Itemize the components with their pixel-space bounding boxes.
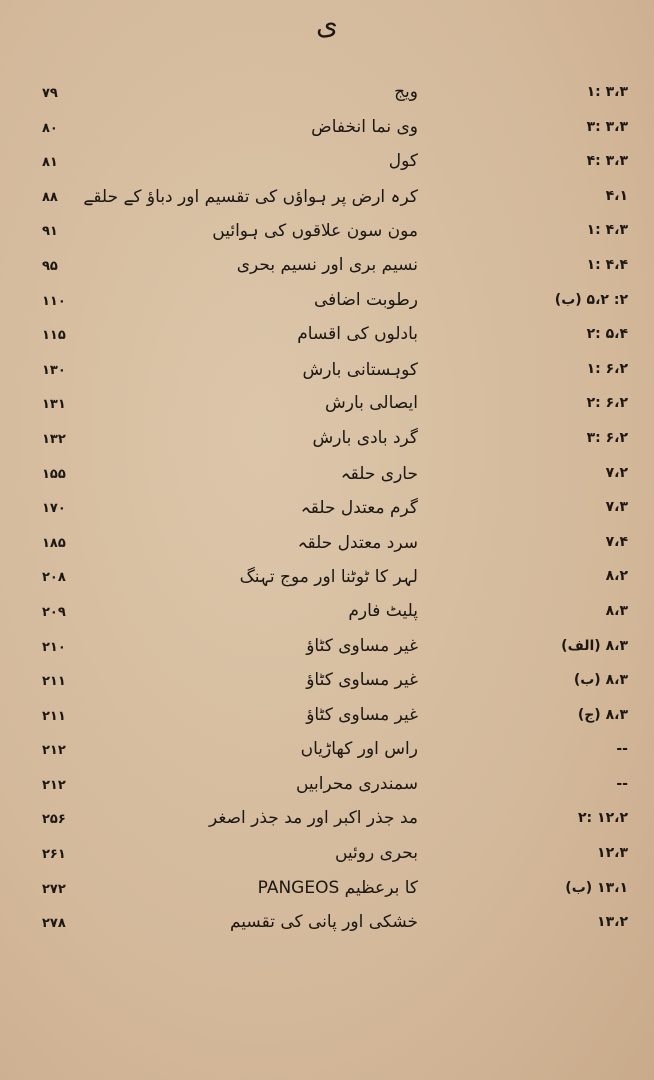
section-number: ۸،۳: [605, 602, 628, 619]
entry-title: غیر مساوی کٹاؤ: [306, 635, 418, 656]
table-of-contents: [28, 82, 628, 947]
entry-title: لہر کا ٹوٹنا اور موج تہنگ: [239, 567, 418, 588]
page-number: ۲۱۲: [42, 743, 66, 759]
page-number: ۱۳۱: [42, 397, 66, 413]
entry-title: گرم معتدل حلقہ: [300, 498, 418, 519]
section-number: ۱: ۶،۲: [586, 360, 628, 377]
entry-title: کرہ ارض پر ہواؤں کی تقسیم اور دباؤ کے حلقے: [83, 186, 418, 207]
section-number: ۸،۳ (ب): [573, 672, 628, 689]
entry-title: گرد بادی بارش: [312, 427, 418, 448]
section-number: ۷،۴: [605, 533, 628, 550]
section-number: ۲: ۱۲،۲: [578, 810, 628, 827]
toc-row: [28, 220, 628, 255]
page-number: ۹۵: [42, 258, 58, 274]
entry-title: حاری حلقہ: [340, 463, 418, 484]
entry-title: ایصالی بارش: [324, 393, 418, 414]
section-number: --: [616, 775, 628, 792]
section-number: ۸،۳ (الف): [561, 637, 628, 654]
section-number: ۱۳،۲: [597, 914, 628, 931]
section-number: ۲: ۶،۲: [586, 395, 628, 412]
entry-title: غیر مساوی کٹاؤ: [306, 704, 418, 725]
entry-title: کول: [388, 151, 418, 172]
page-number: ۱۳۰: [42, 362, 66, 378]
section-number: ۴: ۳،۳: [586, 153, 628, 170]
entry-title: خشکی اور پانی کی تقسیم: [229, 912, 418, 933]
entry-title: راس اور کھاڑیاں: [300, 739, 418, 760]
section-number: ۱: ۴،۳: [586, 222, 628, 239]
toc-row: [28, 290, 628, 325]
page-number: ۲۰۹: [42, 604, 66, 620]
entry-title: سرد معتدل حلقہ: [297, 532, 418, 553]
section-number: ۱: ۴،۴: [586, 256, 628, 273]
page-number: ۱۳۲: [42, 431, 66, 447]
section-number: ۱۳،۱ (ب): [565, 879, 628, 896]
toc-row: [28, 912, 628, 947]
section-number: ۸،۲: [605, 568, 628, 585]
toc-row: [28, 636, 628, 671]
page-number: ۲۵۶: [42, 812, 66, 828]
toc-row: [28, 186, 628, 221]
toc-row: [28, 393, 628, 428]
toc-row: [28, 82, 628, 117]
entry-title: پلیٹ فارم: [348, 600, 418, 621]
page-number: ۸۸: [42, 189, 58, 205]
entry-title: PANGEOS کا برعظیم: [257, 877, 418, 898]
toc-row: [28, 428, 628, 463]
entry-title: رطوبت اضافی: [314, 289, 418, 310]
page-number: ۸۱: [42, 155, 58, 171]
section-number: ۳: ۶،۲: [586, 429, 628, 446]
entry-title: بحری روئیں: [334, 843, 418, 864]
entry-title: نسیم بری اور نسیم بحری: [236, 254, 418, 275]
page-number: ۲۶۱: [42, 847, 66, 863]
page-number: ۷۹: [42, 86, 58, 101]
page-number: ۲۱۰: [42, 639, 66, 655]
page-number: ۱۸۵: [42, 535, 66, 551]
section-number: ۲: ۵،۲ (ب): [554, 291, 628, 308]
toc-row: [28, 670, 628, 705]
toc-row: [28, 843, 628, 878]
section-number: ۱: ۳،۳: [586, 84, 628, 100]
page-number: ۲۰۸: [42, 570, 66, 586]
toc-row: [28, 324, 628, 359]
toc-row: [28, 359, 628, 394]
page-number: ۲۱۱: [42, 674, 66, 690]
toc-row: [28, 808, 628, 843]
toc-row: [28, 739, 628, 774]
page-number: ۲۱۲: [42, 777, 66, 793]
page-letter: ی: [316, 8, 338, 41]
section-number: ۴،۱: [605, 187, 628, 204]
section-number: ۲: ۵،۴: [586, 326, 628, 343]
toc-row: [28, 255, 628, 290]
entry-title: مد جذر اکبر اور مد جذر اصغر: [209, 808, 418, 829]
toc-row: [28, 497, 628, 532]
entry-title: ویج: [394, 82, 418, 102]
entry-title: وی نما انخفاض: [311, 116, 418, 137]
toc-row: [28, 774, 628, 809]
toc-row: [28, 463, 628, 498]
section-number: ۳: ۳،۳: [586, 118, 628, 135]
page-number: ۲۷۲: [42, 881, 66, 897]
toc-row: [28, 601, 628, 636]
section-number: ۷،۲: [605, 464, 628, 481]
toc-row: [28, 532, 628, 567]
page-number: ۱۵۵: [42, 466, 66, 482]
section-number: ۱۲،۳: [597, 845, 628, 862]
entry-title: کوہستانی بارش: [302, 359, 418, 380]
page-number: ۲۱۱: [42, 708, 66, 724]
toc-row: [28, 566, 628, 601]
page-number: ۲۷۸: [42, 916, 66, 932]
page-number: ۱۱۵: [42, 328, 66, 344]
section-number: --: [616, 741, 628, 758]
page-number: ۱۱۰: [42, 293, 66, 309]
entry-title: غیر مساوی کٹاؤ: [306, 670, 418, 691]
toc-row: [28, 705, 628, 740]
entry-title: بادلوں کی اقسام: [297, 324, 418, 345]
toc-row: [28, 878, 628, 913]
page-number: ۹۱: [42, 224, 58, 240]
toc-row: [28, 117, 628, 152]
section-number: ۸،۳ (ج): [577, 706, 628, 723]
section-number: ۷،۳: [605, 499, 628, 516]
toc-row: [28, 151, 628, 186]
entry-title: مون سون علاقوں کی ہوائیں: [212, 221, 418, 242]
page-number: ۱۷۰: [42, 501, 66, 517]
page-number: ۸۰: [42, 120, 58, 136]
entry-title: سمندری محرابیں: [295, 773, 418, 794]
